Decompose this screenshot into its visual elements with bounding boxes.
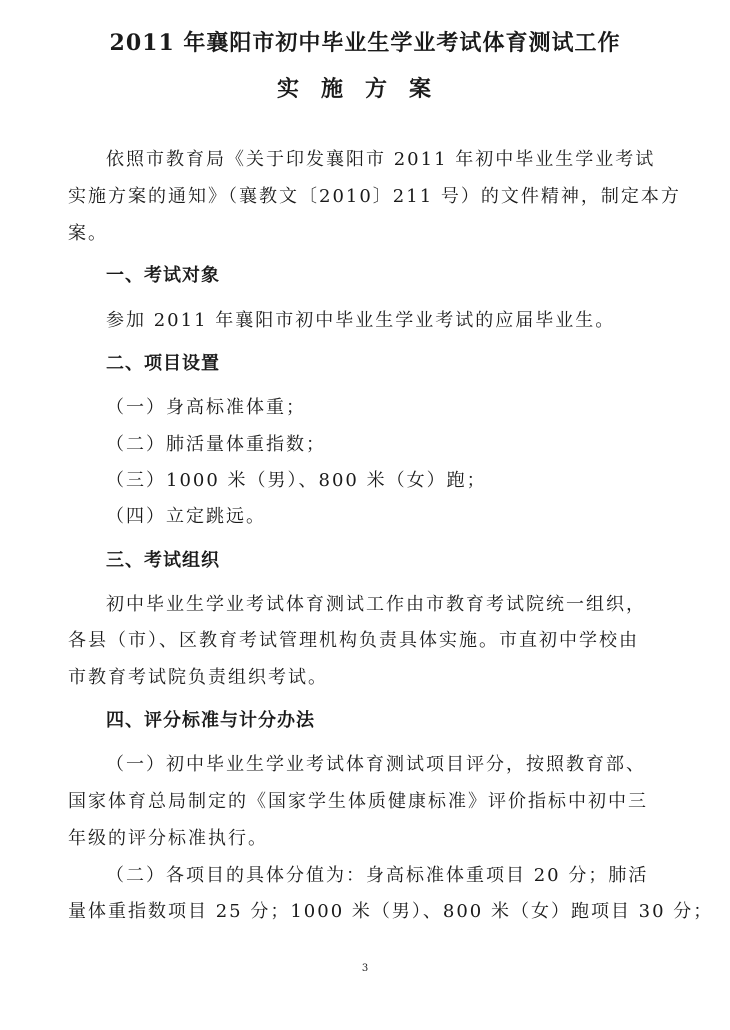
intro-line-1: 依照市教育局《关于印发襄阳市 2011 年初中毕业生学业考试 <box>106 149 656 170</box>
section-4-para1-line-2: 国家体育总局制定的《国家学生体质健康标准》评价指标中初中三 <box>68 791 648 812</box>
section-3-line-1: 初中毕业生学业考试体育测试工作由市教育考试院统一组织， <box>106 594 646 615</box>
section-2-item-4: （四）立定跳远。 <box>106 506 266 527</box>
document-title: 2011 年襄阳市初中毕业生学业考试体育测试工作 <box>109 30 621 56</box>
section-2-item-2: （二）肺活量体重指数； <box>106 434 326 455</box>
section-3-line-2: 各县（市）、区教育考试管理机构负责具体实施。市直初中学校由 <box>68 630 639 651</box>
page-number: 3 <box>361 963 369 974</box>
intro-line-3: 案。 <box>68 223 108 244</box>
section-1-heading: 一、考试对象 <box>106 265 220 286</box>
section-3-line-3: 市教育考试院负责组织考试。 <box>68 667 328 688</box>
section-4-heading: 四、评分标准与计分办法 <box>106 710 315 731</box>
section-2-item-1: （一）身高标准体重； <box>106 397 306 418</box>
section-4-para2-line-1: （二）各项目的具体分值为：身高标准体重项目 20 分；肺活 <box>106 865 649 886</box>
intro-line-2: 实施方案的通知》（襄教文〔2010〕211 号）的文件精神，制定本方 <box>68 186 681 207</box>
document-subtitle: 实施方案 <box>276 76 453 102</box>
section-3-heading: 三、考试组织 <box>106 550 220 571</box>
section-2-heading: 二、项目设置 <box>106 353 220 374</box>
section-4-para2-line-2: 量体重指数项目 25 分；1000 米（男）、800 米（女）跑项目 30 分； <box>68 901 714 922</box>
section-4-para1-line-1: （一）初中毕业生学业考试体育测试项目评分，按照教育部、 <box>106 754 646 775</box>
section-4-para1-line-3: 年级的评分标准执行。 <box>68 828 268 849</box>
section-1-body: 参加 2011 年襄阳市初中毕业生学业考试的应届毕业生。 <box>106 310 616 331</box>
section-2-item-3: （三）1000 米（男）、800 米（女）跑； <box>106 470 487 491</box>
